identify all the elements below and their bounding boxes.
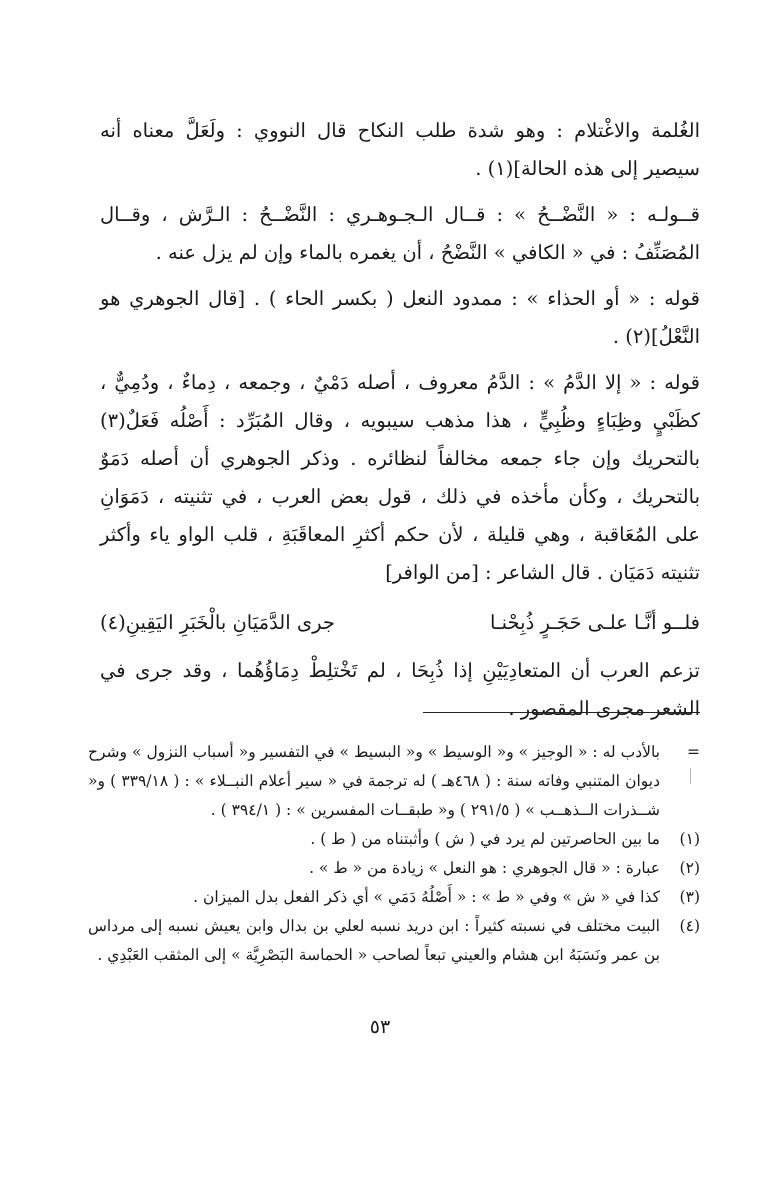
footnote-text: بالأدب له : « الوجيز » و« الوسيط » و« البسيط » في التفسير و« أسباب النزول » وشرح ديوان المتنبي وفاته سنة : ( ٤٦٨هـ ) له ترجمة في « سير أعلام النبــلاء » : ( ٣٣٩/١٨ ) و« شــذرات الــذهــب » ( ٢٩١/٥ ) و« طبقــات المفسرين » : ( ٣٩٤/١ ) . bbox=[88, 743, 660, 819]
footnote-number: (٢) bbox=[679, 859, 700, 877]
paragraph-ghulma: الغُلمة والاغْتلام : وهو شدة طلب النكاح قال النووي : ولَعَلَّ معناه أنه سيصير إلى هذه الحالة](١) . bbox=[100, 119, 700, 180]
paragraph-hidha: قوله : « أو الحذاء » : ممدود النعل ( بكسر الحاء ) . [قال الجوهري هو النَّعْلُ](٢) . bbox=[100, 287, 700, 348]
footnote-continuation bbox=[88, 738, 700, 825]
footnote-number: (٤) bbox=[679, 917, 700, 935]
footnote-text: عبارة : « قال الجوهري : هو النعل » زيادة من « ط » . bbox=[309, 859, 660, 877]
footnote-number: (١) bbox=[679, 830, 700, 848]
page-number: ٥٣ bbox=[369, 1016, 391, 1038]
footnote-4 bbox=[88, 912, 700, 970]
verse-second-hemistich: جرى الدَّمَيَانِ بالْخَبَرِ اليَقِينِ(٤) bbox=[100, 611, 335, 634]
footnote-text: كذا في « ش » وفي « ط » : « أَصْلُهُ دَمَي » أي ذكر الفعل بدل الميزان . bbox=[193, 888, 660, 906]
footnote-2 bbox=[88, 854, 700, 883]
paragraph-closing: تزعم العرب أن المتعادِيَيْنِ إذا ذُبِحَا ، لم تَخْتلِطْ دِمَاؤُهُما ، وقد جرى في الشعر مجرى المقصور . bbox=[100, 659, 700, 720]
footnote-text: البيت مختلف في نسبته كثيراً : ابن دريد نسبه لعلي بن بدال وابن يعيش نسبه إلى مرداس بن عمر ونَسَبَهُ ابن هشام والعيني تبعاً لصاحب « الحماسة البَصْرِيَّة » إلى المثقب العَبْدِي . bbox=[88, 917, 660, 964]
paragraph-nadh: قــولـه : « النَّضْــحُ » : قــال الـجـوهـري : النَّضْــحُ : الـرَّش ، وقــال المُصَنِّفُ : في « الكافي » النَّضْحُ ، أن يغمره بالماء وإن لم يزل عنه . bbox=[100, 203, 700, 264]
margin-mark bbox=[690, 768, 691, 784]
main-text-body bbox=[100, 112, 700, 736]
footnotes-section bbox=[88, 738, 700, 970]
paragraph-dam: قوله : « إلا الدَّمُ » : الدَّمُ معروف ، أصله دَمْيٌ ، وجمعه ، دِماءٌ ، ودُمِيٌّ ، كظَبْيٍ وظِبَاءٍ وظُبِيٍّ ، هذا مذهب سيبويه ، وقال المُبَرِّد : أَصْلُه فَعَلٌ(٣) بالتحريك وإن جاء جمعه مخالفاً لنظائره . وذكر الجوهري أن أصله دَمَوٌ بالتحريك ، وكأن مأخذه في ذلك ، قول بعض العرب ، في تثنيته ، دَمَوَانِ على المُعَاقبة ، وهي قليلة ، لأن حكم أكثرِ المعاقَبَةِ ، قلب الواو ياء وأكثر تثنيته دَمَيَان . قال الشاعر : [من الوافر] bbox=[100, 371, 700, 584]
footnote-3 bbox=[88, 883, 700, 912]
footnote-divider bbox=[423, 712, 700, 713]
footnote-text: ما بين الحاصرتين لم يرد في ( ش ) وأثبتناه من ( ط ) . bbox=[310, 830, 660, 848]
footnote-1 bbox=[88, 825, 700, 854]
footnote-number: (٣) bbox=[679, 888, 700, 906]
poetry-verse bbox=[100, 604, 700, 642]
footnote-marker: = bbox=[687, 743, 700, 761]
verse-first-hemistich: فلــو أنَّـا علـى حَجَـرٍ ذُبِحْنـا bbox=[490, 611, 700, 634]
